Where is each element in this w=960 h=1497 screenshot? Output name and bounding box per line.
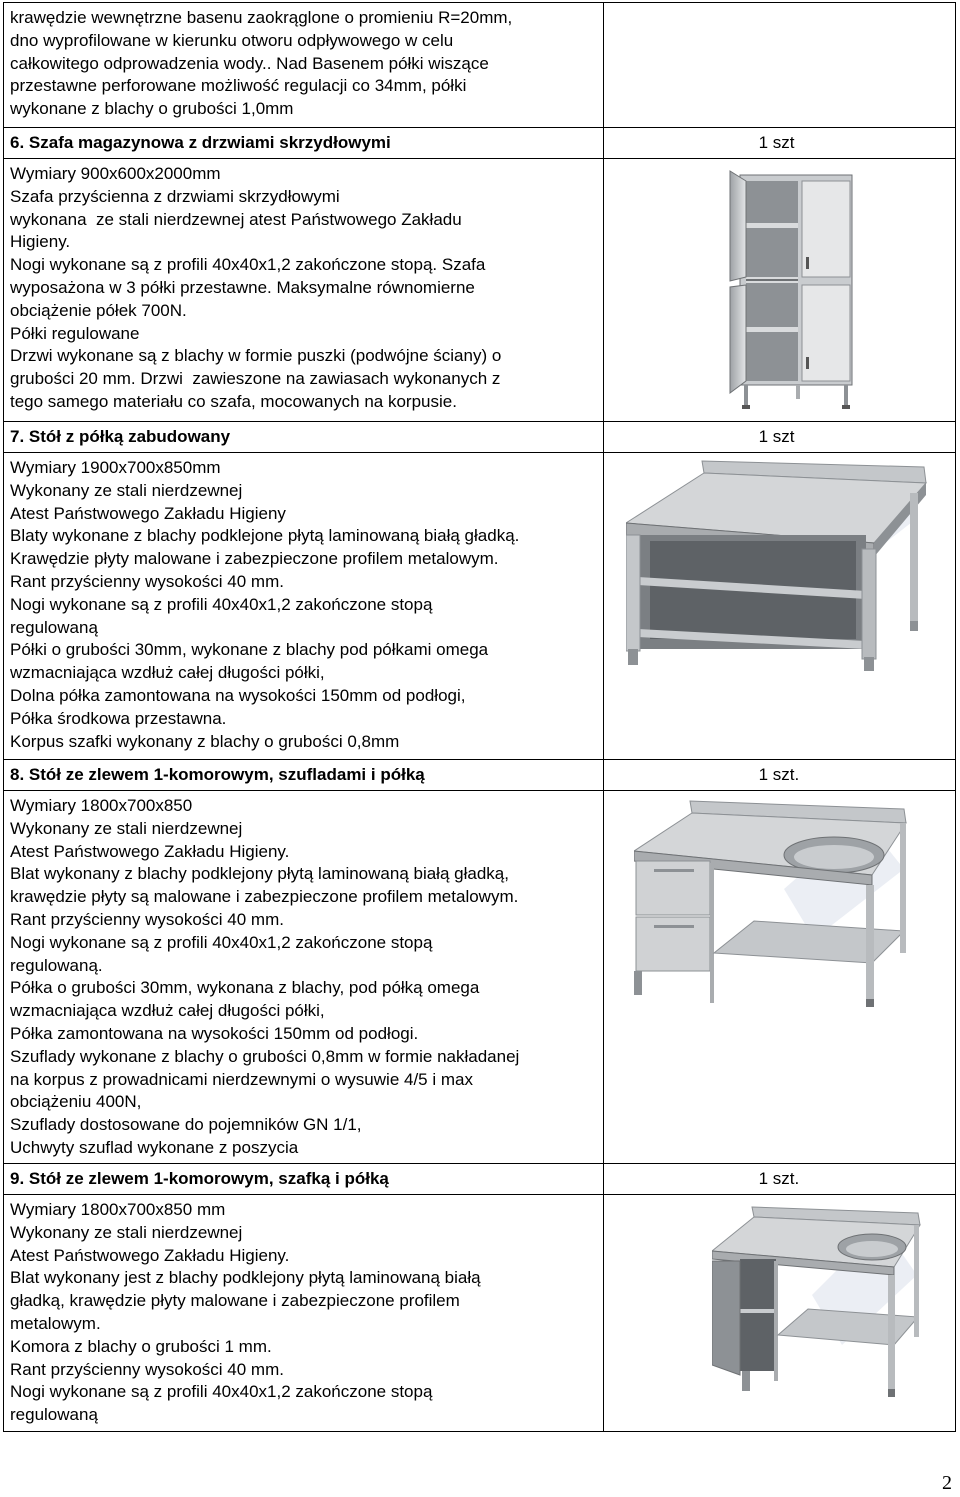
item-8-body-row xyxy=(4,791,956,1164)
intro-text-cell xyxy=(4,3,604,128)
item-7-title-row xyxy=(4,422,956,453)
item-7-body-row xyxy=(4,453,956,760)
item-6-desc-cell xyxy=(4,159,604,422)
sink-table-cabinet-image xyxy=(712,1205,932,1405)
specification-table xyxy=(3,2,956,1432)
item-8-desc-cell xyxy=(4,791,604,1164)
item-6-desc: Wymiary 900x600x2000mm Szafa przyścienna z drzwiami skrzydłowymi wykonana ze stali nierdzewnej atest Państwowego Zakładu Higieny. Nogi wykonane są z profili 40x40x1,2 zakończone stopą. Szafa wyposażona w 3 półki przestawne. Maksymalne równomierne obciążenie półek 700N. Półki regulowane Drzwi wykonane są z blachy w formie puszki (podwójne ściany) o grubości 20 mm. Drzwi zawieszone na zawiasach wykonanych z tego samego materiału co szafa, mocowanych na korpusie. xyxy=(10,164,502,411)
item-8-title: 8. Stół ze zlewem 1-komorowym, szufladami i półką xyxy=(10,765,425,784)
page-number: 2 xyxy=(942,1472,952,1494)
item-8-qty-cell xyxy=(603,760,955,791)
item-7-image-cell xyxy=(603,453,955,760)
item-6-title-cell xyxy=(4,128,604,159)
item-7-desc: Wymiary 1900x700x850mm Wykonany ze stali nierdzewnej Atest Państwowego Zakładu Higieny Blaty wykonane z blachy podklejone płytą laminowaną białą gładką. Krawędzie płyty malowane i zabezpieczone profilem metalowym. Rant przyścienny wysokości 40 mm. Nogi wykonane są z profili 40x40x1,2 zakończone stopą regulowaną Półki o grubości 30mm, wykonane z blachy pod półkami omega wzmacniająca wzdłuż całej długości półki, Dolna półka zamontowana na wysokości 150mm od podłogi, Półka środkowa przestawna. Korpus szafki wykonany z blachy o grubości 0,8mm xyxy=(10,458,520,751)
item-7-title-cell xyxy=(4,422,604,453)
item-9-qty: 1 szt. xyxy=(758,1169,800,1188)
item-6-title: 6. Szafa magazynowa z drzwiami skrzydłowymi xyxy=(10,133,391,152)
item-9-title-cell xyxy=(4,1164,604,1195)
item-8-image-cell xyxy=(603,791,955,1164)
item-8-qty: 1 szt. xyxy=(758,765,800,784)
item-8-title-row xyxy=(4,760,956,791)
intro-text: krawędzie wewnętrzne basenu zaokrąglone o promieniu R=20mm, dno wyprofilowane w kierunku otworu odpływowego w celu całkowitego odprowadzenia wody.. Nad Basenem półki wiszące przestawne perforowane możliwość regulacji co 34mm, półki wykonane z blachy o grubości 1,0mm xyxy=(10,8,513,119)
sink-table-drawers-image xyxy=(634,799,924,1009)
item-7-desc-cell xyxy=(4,453,604,760)
item-6-qty: 1 szt xyxy=(758,133,795,152)
intro-empty-cell xyxy=(603,3,955,128)
item-6-image-cell xyxy=(603,159,955,422)
shelf-table-image xyxy=(626,459,936,675)
item-9-image-cell xyxy=(603,1195,955,1432)
storage-cabinet-image xyxy=(722,167,862,417)
intro-row xyxy=(4,3,956,128)
item-7-title: 7. Stół z półką zabudowany xyxy=(10,427,231,446)
item-9-body-row xyxy=(4,1195,956,1432)
item-8-desc: Wymiary 1800x700x850 Wykonany ze stali nierdzewnej Atest Państwowego Zakładu Higieny. Blat wykonany z blachy podklejony płytą laminowaną białą gładką, krawędzie płyty są malowane i zabezpieczone profilem metalowym. Rant przyścienny wysokości 40 mm. Nogi wykonane są z profili 40x40x1,2 zakończone stopą regulowaną. Półka o grubości 30mm, wykonana z blachy, pod półką omega wzmacniająca wzdłuż całej długości półki, Półka zamontowana na wysokości 150mm od podłogi. Szuflady wykonane z blachy o grubości 0,8mm w formie nakładanej na korpus z prowadnicami nierdzewnymi o wysuwie 4/5 i max obciążeniu 400N, Szuflady dostosowane do pojemników GN 1/1, Uchwyty szuflad wykonane z poszycia xyxy=(10,796,520,1157)
item-9-desc: Wymiary 1800x700x850 mm Wykonany ze stali nierdzewnej Atest Państwowego Zakładu Higieny. Blat wykonany jest z blachy podklejony płytą laminowaną białą gładką, krawędzie płyty malowane i zabezpieczone profilem metalowym. Komora z blachy o grubości 1 mm. Rant przyścienny wysokości 40 mm. Nogi wykonane są z profili 40x40x1,2 zakończone stopą regulowaną xyxy=(10,1200,481,1425)
item-9-desc-cell xyxy=(4,1195,604,1432)
item-9-qty-cell xyxy=(603,1164,955,1195)
item-6-qty-cell xyxy=(603,128,955,159)
item-9-title-row xyxy=(4,1164,956,1195)
item-7-qty-cell xyxy=(603,422,955,453)
item-6-body-row xyxy=(4,159,956,422)
item-8-title-cell xyxy=(4,760,604,791)
item-9-title: 9. Stół ze zlewem 1-komorowym, szafką i półką xyxy=(10,1169,389,1188)
item-6-title-row xyxy=(4,128,956,159)
item-7-qty: 1 szt xyxy=(758,427,795,446)
